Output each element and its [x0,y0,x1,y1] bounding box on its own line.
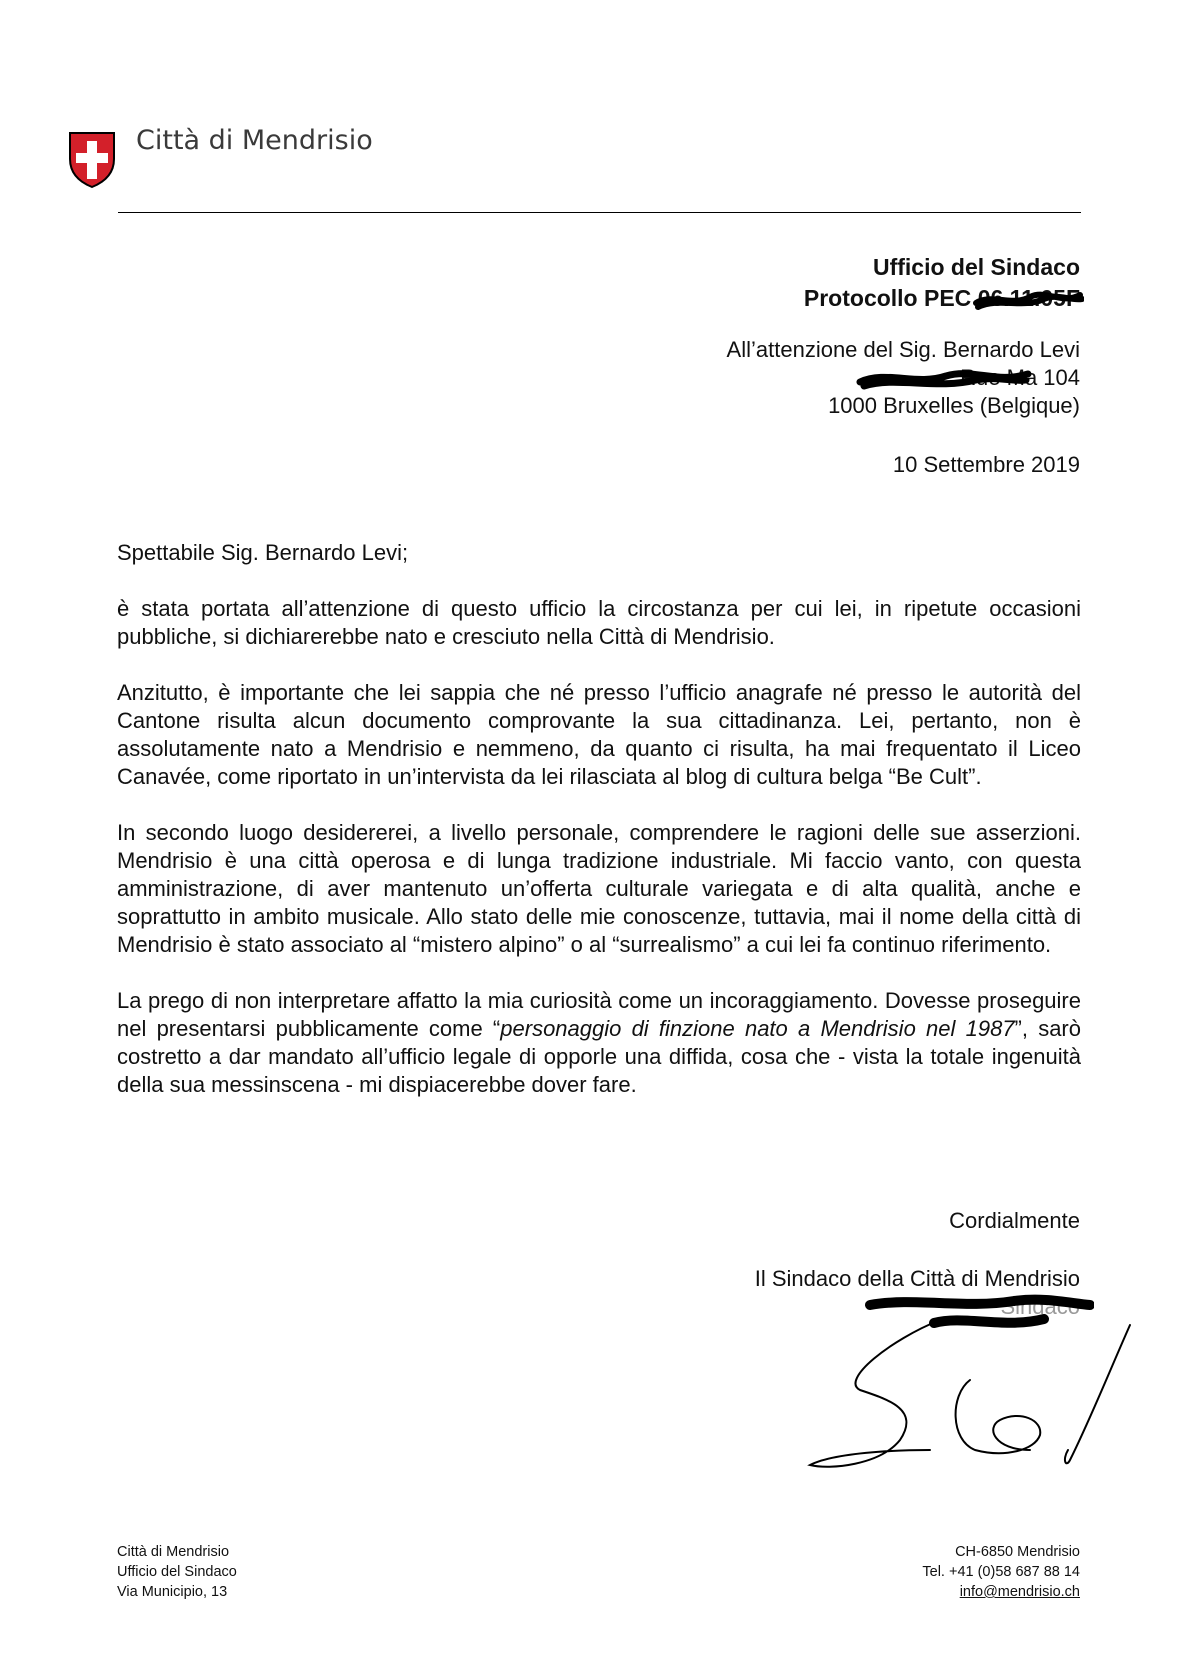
org-name: Città di Mendrisio [136,125,373,156]
salutation: Spettabile Sig. Bernardo Levi; [117,540,409,565]
signer-name: Sindaco [1000,1294,1080,1319]
header-divider [118,212,1081,213]
body-paragraph-3: In secondo luogo desidererei, a livello personale, comprendere le ragioni delle sue asserzioni. Mendrisio è una città operosa e di lunga tradizione industriale. Mi faccio vanto, con questa amministrazione, di aver mantenuto un’offerta culturale variegata e di alta qualità, anche e soprattutto in ambito musicale. Allo stato delle mie conoscenze, tuttavia, mai il nome della città di Mendrisio è stato associato al “mistero alpino” o al “surrealismo” a cui lei fa continuo riferimento. [117,820,1081,957]
p4-before: La prego di non interpretare affatto la mia curiosità come un incoraggiamento. Dovesse proseguire nel presentarsi pubblicamente come “ [117,988,1081,1041]
recipient-address [727,336,1080,420]
body-paragraph-4 [117,987,1081,1099]
protocol-number: 06.11.05F [977,285,1080,311]
footer-right [922,1542,1080,1602]
office-title: Ufficio del Sindaco [872,254,1080,280]
body-paragraph-2: Anzitutto, è importante che lei sappia che né presso l’ufficio anagrafe né presso le autorità del Cantone risulta alcun documento comprovante la sua cittadinanza. Lei, pertanto, non è assolutamente nato a Mendrisio e nemmeno, da quanto ci risulta, ha mai frequentato il Liceo Canavée, come riportato in un’intervista da lei rilasciata al blog di cultura belga “Be Cult”. [117,680,1081,789]
city-crest-icon [68,131,116,189]
footer-left-line-2: Ufficio del Sindaco [117,1564,237,1580]
signer-title: Il Sindaco della Città di Mendrisio [754,1266,1080,1291]
p4-italic: personaggio di finzione nato a Mendrisio nel 1987 [500,1016,1015,1041]
protocol-label: Protocollo PEC [803,285,972,311]
footer-postal: CH-6850 Mendrisio [955,1544,1080,1560]
protocol-line [804,283,1080,314]
body-paragraph-1: è stata portata all’attenzione di questo ufficio la circostanza per cui lei, in ripetute occasioni pubbliche, si dichiarerebbe nato e cresciuto nella Città di Mendrisio. [117,596,1081,649]
letter-date: 10 Settembre 2019 [892,452,1080,477]
footer-email-link[interactable]: info@mendrisio.ch [959,1584,1080,1600]
p4-after: ”, sarò costretto a dar mandato all’ufficio legale di opporle una diffida, cosa che - vista la totale ingenuità della sua messinscena - mi dispiacerebbe dover fare. [117,1016,1081,1097]
recipient-street: Rue Ma 104 [960,365,1080,390]
footer-left-line-3: Via Municipio, 13 [117,1584,228,1600]
closing: Cordialmente [949,1208,1080,1233]
letter-body [117,595,1081,1127]
footer-left-line-1: Città di Mendrisio [117,1544,230,1560]
recipient-line-1: All’attenzione del Sig. Bernardo Levi [726,337,1080,362]
recipient-line-3: 1000 Bruxelles (Belgique) [828,393,1080,418]
recipient-line-2 [727,364,1080,392]
footer-phone: Tel. +41 (0)58 687 88 14 [922,1564,1080,1580]
handwritten-signature-icon [800,1300,1140,1480]
footer-left [117,1542,237,1602]
office-block [804,252,1080,314]
